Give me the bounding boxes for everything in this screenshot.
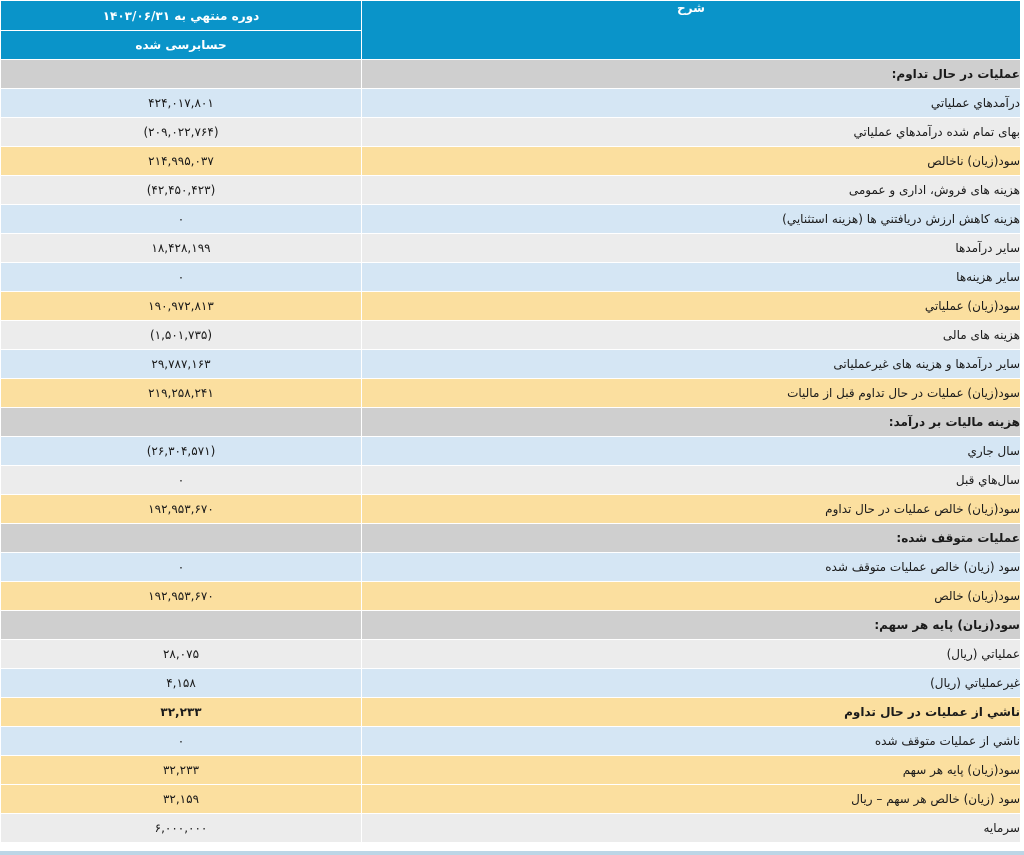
row-label: سایر هزینه‌ها bbox=[362, 263, 1021, 292]
row-value: ۰ bbox=[1, 727, 362, 756]
row-label: سود(زيان) پايه هر سهم bbox=[362, 756, 1021, 785]
table-row bbox=[1, 466, 1021, 495]
row-label: ناشي از عمليات متوقف شده bbox=[362, 727, 1021, 756]
row-label: هزينه ماليات بر درآمد: bbox=[362, 408, 1021, 437]
row-value: ۳۲,۱۵۹ bbox=[1, 785, 362, 814]
table-row bbox=[1, 321, 1021, 350]
row-label: ناشي از عمليات در حال تداوم bbox=[362, 698, 1021, 727]
table-row bbox=[1, 698, 1021, 727]
row-label: سود(زيان) ناخالص bbox=[362, 147, 1021, 176]
table-row bbox=[1, 379, 1021, 408]
table-body bbox=[1, 60, 1021, 843]
table-row bbox=[1, 814, 1021, 843]
table-row bbox=[1, 176, 1021, 205]
table-row bbox=[1, 118, 1021, 147]
section-header-row bbox=[1, 60, 1021, 89]
table-row bbox=[1, 727, 1021, 756]
table-row bbox=[1, 89, 1021, 118]
row-value: ۱۹۲,۹۵۳,۶۷۰ bbox=[1, 582, 362, 611]
row-value bbox=[1, 524, 362, 553]
row-label: سود (زيان) خالص هر سهم – ريال bbox=[362, 785, 1021, 814]
table-row bbox=[1, 582, 1021, 611]
row-value bbox=[1, 60, 362, 89]
table-row bbox=[1, 147, 1021, 176]
row-value-negative: (۱,۵۰۱,۷۳۵) bbox=[1, 321, 362, 350]
table-row bbox=[1, 350, 1021, 379]
table-bottom-border bbox=[0, 851, 1024, 855]
row-value: ۰ bbox=[1, 466, 362, 495]
row-value: ۱۹۲,۹۵۳,۶۷۰ bbox=[1, 495, 362, 524]
table-header bbox=[1, 1, 1021, 60]
section-header-row bbox=[1, 611, 1021, 640]
row-value: ۱۹۰,۹۷۲,۸۱۳ bbox=[1, 292, 362, 321]
period-column-header[interactable]: دوره منتهي به ۱۴۰۳/۰۶/۳۱ bbox=[1, 1, 362, 31]
row-label: سود(زيان) پايه هر سهم: bbox=[362, 611, 1021, 640]
row-label: بهاى تمام شده درآمدهاي عملياتي bbox=[362, 118, 1021, 147]
table-row bbox=[1, 640, 1021, 669]
row-value-negative: (۲۰۹,۰۲۲,۷۶۴) bbox=[1, 118, 362, 147]
row-label: ساير درآمدها و هزينه هاى غيرعملياتى bbox=[362, 350, 1021, 379]
row-value: ۰ bbox=[1, 205, 362, 234]
row-value: ۳۲,۲۳۳ bbox=[1, 756, 362, 785]
description-column-header[interactable]: شرح bbox=[362, 1, 1021, 60]
row-label: سال‌هاي قبل bbox=[362, 466, 1021, 495]
row-label: سود(زيان) خالص bbox=[362, 582, 1021, 611]
row-value: ۲۱۴,۹۹۵,۰۳۷ bbox=[1, 147, 362, 176]
row-value-negative: (۲۶,۳۰۴,۵۷۱) bbox=[1, 437, 362, 466]
row-value: ۳۲,۲۳۳ bbox=[1, 698, 362, 727]
table-row bbox=[1, 756, 1021, 785]
row-label: عملياتي (ريال) bbox=[362, 640, 1021, 669]
row-value bbox=[1, 611, 362, 640]
row-value: ۴۲۴,۰۱۷,۸۰۱ bbox=[1, 89, 362, 118]
row-label: هزينه کاهش ارزش دريافتني ها (هزينه استثنايي) bbox=[362, 205, 1021, 234]
table-row bbox=[1, 263, 1021, 292]
row-label: سال جاري bbox=[362, 437, 1021, 466]
row-value: ۱۸,۴۲۸,۱۹۹ bbox=[1, 234, 362, 263]
row-value: ۲۸,۰۷۵ bbox=[1, 640, 362, 669]
table-row bbox=[1, 205, 1021, 234]
row-label: هزينه هاى فروش، ادارى و عمومى bbox=[362, 176, 1021, 205]
row-value: ۲۱۹,۲۵۸,۲۴۱ bbox=[1, 379, 362, 408]
row-value: ۰ bbox=[1, 263, 362, 292]
table-row bbox=[1, 292, 1021, 321]
row-value-negative: (۴۲,۴۵۰,۴۲۳) bbox=[1, 176, 362, 205]
row-value: ۰ bbox=[1, 553, 362, 582]
row-value: ۶,۰۰۰,۰۰۰ bbox=[1, 814, 362, 843]
table-row bbox=[1, 669, 1021, 698]
row-label: سود(زيان) خالص عمليات در حال تداوم bbox=[362, 495, 1021, 524]
row-label: سود(زيان) عملياتي bbox=[362, 292, 1021, 321]
row-label: سود(زيان) عمليات در حال تداوم قبل از ماليات bbox=[362, 379, 1021, 408]
table-row bbox=[1, 785, 1021, 814]
row-label: غيرعملياتي (ريال) bbox=[362, 669, 1021, 698]
row-label: سرمايه bbox=[362, 814, 1021, 843]
table-row bbox=[1, 437, 1021, 466]
row-value: ۴,۱۵۸ bbox=[1, 669, 362, 698]
row-label: ساير درآمدها bbox=[362, 234, 1021, 263]
section-header-row bbox=[1, 524, 1021, 553]
table-row bbox=[1, 553, 1021, 582]
row-label: عمليات در حال تداوم: bbox=[362, 60, 1021, 89]
row-label: درآمدهاي عملياتي bbox=[362, 89, 1021, 118]
row-value: ۲۹,۷۸۷,۱۶۳ bbox=[1, 350, 362, 379]
table-row bbox=[1, 234, 1021, 263]
row-value bbox=[1, 408, 362, 437]
audit-status-header: حسابرسی شده bbox=[1, 31, 362, 60]
table-row bbox=[1, 495, 1021, 524]
section-header-row bbox=[1, 408, 1021, 437]
row-label: سود (زيان) خالص عمليات متوقف شده bbox=[362, 553, 1021, 582]
row-label: عمليات متوقف شده: bbox=[362, 524, 1021, 553]
row-label: هزينه هاى مالى bbox=[362, 321, 1021, 350]
